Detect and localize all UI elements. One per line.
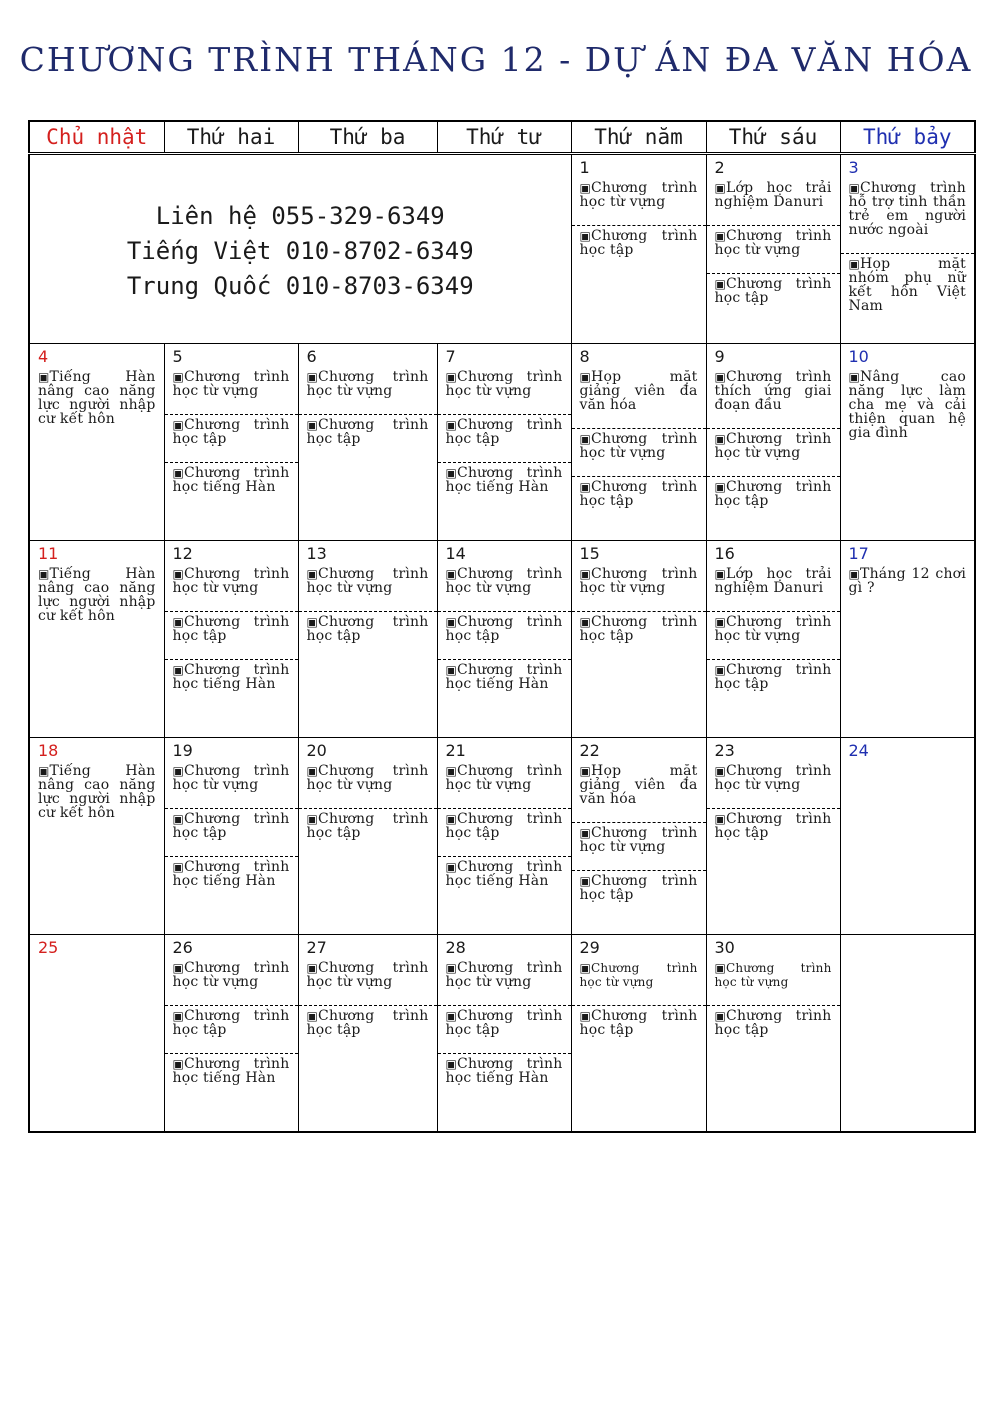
day-cell [571,344,706,541]
event-item [707,611,840,645]
event-text: Chương trình học tập [172,614,290,644]
day-number: 6 [306,347,317,366]
event-bullet-icon: ▣ [579,567,592,581]
event-item [438,564,571,597]
event-text: Chương trình thích ứng giai đoạn đầu [714,369,832,413]
event-bullet-icon: ▣ [579,480,592,494]
event-text: Chương trình học tập [172,811,290,841]
event-text: Chương trình học tiếng Hàn [445,465,563,495]
event-item [572,428,706,462]
event-bullet-icon: ▣ [445,418,458,432]
page-title: CHƯƠNG TRÌNH THÁNG 12 - DỰ ÁN ĐA VĂN HÓA [19,40,973,79]
event-bullet-icon: ▣ [306,418,319,432]
day-number: 19 [172,741,193,760]
event-text: Chương trình học từ vựng [579,431,698,461]
day-number: 30 [714,938,735,957]
event-bullet-icon: ▣ [306,961,319,975]
event-item [165,462,298,496]
day-cell [571,935,706,1133]
event-text: Chương trình học từ vựng [579,180,698,210]
weekday-header-wednesday: Thứ tư [437,121,571,154]
event-bullet-icon: ▣ [714,1009,727,1023]
event-item [707,564,840,597]
event-bullet-icon: ▣ [445,860,458,874]
event-text: Chương trình học từ vựng [714,763,832,793]
event-bullet-icon: ▣ [172,961,185,975]
event-item [165,1005,298,1039]
event-text: Chương trình học từ vựng [306,960,429,990]
calendar-table [28,120,976,1133]
event-bullet-icon: ▣ [172,615,185,629]
event-bullet-icon: ▣ [306,764,319,778]
day-number: 8 [579,347,590,366]
event-bullet-icon: ▣ [714,961,727,975]
day-cell [706,738,840,935]
event-text: Họp mặt nhóm phụ nữ kết hôn Việt Nam [848,256,966,314]
day-cell [164,344,298,541]
day-number: 10 [848,347,869,366]
event-bullet-icon: ▣ [579,961,592,975]
day-cell [706,344,840,541]
event-item [30,564,164,625]
weekday-header-saturday: Thứ bảy [840,121,975,154]
event-item [165,856,298,890]
event-item [572,476,706,510]
event-bullet-icon: ▣ [714,432,727,446]
day-cell [437,738,571,935]
event-item [841,564,975,597]
event-text: Chương trình học tiếng Hàn [172,465,290,495]
event-bullet-icon: ▣ [714,480,727,494]
event-text: Chương trình học tiếng Hàn [172,662,290,692]
day-cell [706,935,840,1133]
event-item [572,611,706,645]
event-text: Chương trình học từ vựng [579,961,698,989]
event-item [572,564,706,597]
day-number: 14 [445,544,466,563]
event-item [438,367,571,400]
event-text: Chương trình học tập [172,417,290,447]
event-item [30,367,164,428]
event-text: Chương trình học từ vựng [306,369,429,399]
event-bullet-icon: ▣ [306,567,319,581]
event-item [572,870,706,904]
day-cell [840,738,975,935]
event-bullet-icon: ▣ [579,615,592,629]
day-cell [706,154,840,344]
day-cell [298,344,437,541]
event-item [707,659,840,693]
day-number: 27 [306,938,327,957]
event-text: Chương trình học tiếng Hàn [445,1056,563,1086]
event-bullet-icon: ▣ [38,764,50,778]
day-cell [29,344,164,541]
event-item [438,611,571,645]
weekday-header-thursday: Thứ năm [571,121,706,154]
event-text: Chương trình học từ vựng [714,614,832,644]
day-number: 13 [306,544,327,563]
day-cell [840,154,975,344]
day-number: 22 [579,741,600,760]
event-item [707,761,840,794]
event-text: Chương trình học tập [445,811,563,841]
event-text: Chương trình học tiếng Hàn [445,662,563,692]
day-cell [706,541,840,738]
event-item [165,761,298,794]
week-row [29,738,975,935]
event-text: Họp mặt giảng viên đa văn hóa [579,763,698,807]
day-number: 3 [848,158,859,177]
day-number: 11 [38,544,59,563]
contact-block [30,155,571,304]
day-number: 4 [38,347,49,366]
event-bullet-icon: ▣ [38,370,50,384]
day-number: 2 [714,158,725,177]
day-number: 28 [445,938,466,957]
event-text: Chương trình học từ vựng [172,369,290,399]
event-text: Chương trình học từ vựng [306,566,429,596]
event-bullet-icon: ▣ [848,181,861,195]
event-bullet-icon: ▣ [714,370,727,384]
day-cell [571,738,706,935]
event-text: Chương trình học từ vựng [172,960,290,990]
event-bullet-icon: ▣ [172,418,185,432]
event-bullet-icon: ▣ [306,812,319,826]
event-item [438,808,571,842]
event-bullet-icon: ▣ [445,567,458,581]
weekday-header-monday: Thứ hai [164,121,298,154]
event-item [165,1053,298,1087]
event-bullet-icon: ▣ [714,567,727,581]
event-text: Chương trình học tiếng Hàn [172,1056,290,1086]
event-bullet-icon: ▣ [714,229,727,243]
event-item [299,958,437,991]
event-bullet-icon: ▣ [38,567,50,581]
event-bullet-icon: ▣ [714,615,727,629]
event-bullet-icon: ▣ [172,1009,185,1023]
event-bullet-icon: ▣ [172,764,185,778]
event-text: Chương trình học từ vựng [714,228,832,258]
event-item [299,414,437,448]
event-item [299,611,437,645]
event-item [572,1005,706,1039]
day-cell [164,935,298,1133]
event-text: Họp mặt giảng viên đa văn hóa [579,369,698,413]
event-bullet-icon: ▣ [445,1009,458,1023]
event-bullet-icon: ▣ [714,812,727,826]
day-cell [298,935,437,1133]
event-text: Chương trình học từ vựng [714,431,832,461]
event-bullet-icon: ▣ [714,277,727,291]
week-row [29,935,975,1133]
event-bullet-icon: ▣ [579,432,592,446]
day-number: 23 [714,741,735,760]
event-item [30,761,164,822]
event-text: Chương trình học từ vựng [579,825,698,855]
event-bullet-icon: ▣ [579,826,592,840]
contact-line: Liên hệ 055-329-6349 [155,202,445,230]
week-row [29,541,975,738]
event-bullet-icon: ▣ [306,615,319,629]
event-text: Lớp học trải nghiệm Danuri [714,180,832,210]
event-item [438,462,571,496]
event-bullet-icon: ▣ [172,860,185,874]
event-bullet-icon: ▣ [172,663,185,677]
event-bullet-icon: ▣ [445,370,458,384]
event-item [438,856,571,890]
event-text: Chương trình học từ vựng [445,763,563,793]
day-number: 29 [579,938,600,957]
day-cell [571,154,706,344]
event-bullet-icon: ▣ [579,181,592,195]
event-item [299,808,437,842]
event-item [707,1005,840,1039]
event-bullet-icon: ▣ [714,663,727,677]
event-text: Nâng cao năng lực làm cha mẹ và cải thiện quan hệ gia đình [848,369,966,441]
event-item [165,414,298,448]
event-text: Chương trình học tập [579,614,698,644]
event-text: Chương trình học tập [172,1008,290,1038]
event-item [165,367,298,400]
event-bullet-icon: ▣ [172,466,185,480]
day-number: 18 [38,741,59,760]
event-item [707,808,840,842]
event-item [572,225,706,259]
day-cell [298,541,437,738]
day-number: 12 [172,544,193,563]
contact-cell [29,154,571,344]
day-number: 20 [306,741,327,760]
day-number: 26 [172,938,193,957]
event-text: Chương trình học từ vựng [579,566,698,596]
event-text: Chương trình học từ vựng [445,960,563,990]
day-cell [29,738,164,935]
weekday-header-sunday: Chủ nhật [29,121,164,154]
event-bullet-icon: ▣ [714,181,727,195]
event-item [707,225,840,259]
event-bullet-icon: ▣ [714,764,727,778]
event-text: Chương trình học từ vựng [172,763,290,793]
event-item [572,178,706,211]
event-item [572,761,706,808]
event-text: Tiếng Hàn nâng cao năng lực người nhập cư kết hôn [38,566,156,624]
event-text: Chương trình học từ vựng [172,566,290,596]
day-cell [840,344,975,541]
event-item [299,367,437,400]
event-text: Tiếng Hàn nâng cao năng lực người nhập cư kết hôn [38,369,156,427]
event-bullet-icon: ▣ [445,615,458,629]
event-text: Chương trình học tập [306,417,429,447]
event-text: Chương trình học tập [714,276,832,306]
event-item [438,659,571,693]
contact-line: Trung Quốc 010-8703-6349 [126,272,474,300]
event-text: Chương trình học tiếng Hàn [445,859,563,889]
event-item [572,367,706,414]
day-number: 25 [38,938,59,957]
event-bullet-icon: ▣ [579,1009,592,1023]
event-bullet-icon: ▣ [172,1057,185,1071]
weekday-header-friday: Thứ sáu [706,121,840,154]
event-text: Chương trình học từ vựng [306,763,429,793]
event-text: Chương trình học tập [714,1008,832,1038]
event-item [707,428,840,462]
event-item [438,1005,571,1039]
day-number: 15 [579,544,600,563]
weekday-header-tuesday: Thứ ba [298,121,437,154]
event-text: Chương trình học tập [306,614,429,644]
day-number: 17 [848,544,869,563]
day-cell [437,541,571,738]
event-text: Chương trình học tập [714,479,832,509]
event-text: Chương trình học từ vựng [445,566,563,596]
event-item [572,958,706,991]
event-bullet-icon: ▣ [579,370,592,384]
day-cell [164,738,298,935]
event-text: Chương trình hỗ trợ tinh thần trẻ em người nước ngoài [848,180,966,238]
event-item [299,564,437,597]
day-number: 7 [445,347,456,366]
day-number: 5 [172,347,183,366]
event-text: Chương trình học tập [714,811,832,841]
event-bullet-icon: ▣ [579,229,592,243]
day-cell [298,738,437,935]
event-item [841,178,975,239]
event-text: Chương trình học tập [306,1008,429,1038]
weekday-header-row [29,121,975,154]
event-item [438,1053,571,1087]
event-item [707,958,840,991]
event-text: Chương trình học từ vựng [445,369,563,399]
event-bullet-icon: ▣ [848,567,861,581]
event-bullet-icon: ▣ [445,663,458,677]
empty-day-cell [840,935,975,1133]
event-item [165,659,298,693]
day-cell [164,541,298,738]
event-text: Chương trình học tập [306,811,429,841]
day-cell [437,344,571,541]
contact-line: Tiếng Việt 010-8702-6349 [126,237,474,265]
event-item [707,178,840,211]
event-text: Chương trình học tập [445,614,563,644]
event-bullet-icon: ▣ [848,257,861,271]
day-number: 9 [714,347,725,366]
event-item [707,367,840,414]
event-bullet-icon: ▣ [445,1057,458,1071]
event-item [165,808,298,842]
event-item [165,611,298,645]
event-item [438,414,571,448]
event-bullet-icon: ▣ [579,764,592,778]
event-text: Chương trình học tập [579,479,698,509]
day-number: 1 [579,158,590,177]
event-bullet-icon: ▣ [306,1009,319,1023]
event-bullet-icon: ▣ [172,812,185,826]
event-text: Chương trình học tập [579,873,698,903]
event-bullet-icon: ▣ [172,370,185,384]
day-number: 24 [848,741,869,760]
event-bullet-icon: ▣ [445,764,458,778]
event-text: Lớp học trải nghiệm Danuri [714,566,832,596]
day-number: 21 [445,741,466,760]
event-item [299,1005,437,1039]
event-bullet-icon: ▣ [445,961,458,975]
event-item [707,273,840,307]
event-bullet-icon: ▣ [445,812,458,826]
event-item [438,958,571,991]
day-cell [29,541,164,738]
event-bullet-icon: ▣ [306,370,319,384]
day-cell [840,541,975,738]
event-text: Chương trình học tiếng Hàn [172,859,290,889]
event-text: Chương trình học từ vựng [714,961,832,989]
event-bullet-icon: ▣ [579,874,592,888]
day-cell [571,541,706,738]
event-item [438,761,571,794]
event-item [165,958,298,991]
event-bullet-icon: ▣ [445,466,458,480]
event-text: Chương trình học tập [714,662,832,692]
event-text: Chương trình học tập [445,1008,563,1038]
event-text: Chương trình học tập [579,228,698,258]
event-bullet-icon: ▣ [848,370,861,384]
event-item [841,367,975,442]
week-row [29,154,975,344]
event-text: Chương trình học tập [445,417,563,447]
event-item [841,253,975,315]
event-text: Chương trình học tập [579,1008,698,1038]
event-item [299,761,437,794]
week-row [29,344,975,541]
event-item [165,564,298,597]
event-item [707,476,840,510]
event-text: Tiếng Hàn nâng cao năng lực người nhập cư kết hôn [38,763,156,821]
day-cell [437,935,571,1133]
day-cell [29,935,164,1133]
day-number: 16 [714,544,735,563]
event-text: Tháng 12 chơi gì ? [848,566,966,596]
event-item [572,822,706,856]
event-bullet-icon: ▣ [172,567,185,581]
